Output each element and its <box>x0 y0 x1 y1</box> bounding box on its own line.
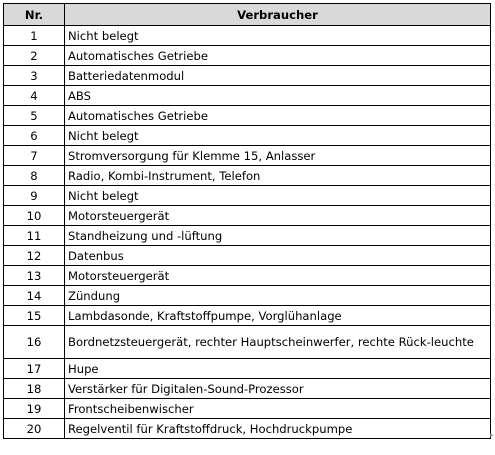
fuse-number-cell: 18 <box>4 379 65 399</box>
consumer-cell: Hupe <box>65 359 491 379</box>
fuse-number-cell: 15 <box>4 306 65 326</box>
table-row <box>4 86 491 106</box>
table-row <box>4 399 491 419</box>
fuse-number-cell: 17 <box>4 359 65 379</box>
fuse-number-cell: 9 <box>4 186 65 206</box>
consumer-cell: Zündung <box>65 286 491 306</box>
fuse-number-cell: 12 <box>4 246 65 266</box>
fuse-number-cell: 20 <box>4 419 65 439</box>
consumer-cell: Regelventil für Kraftstoffdruck, Hochdruckpumpe <box>65 419 491 439</box>
table-row <box>4 246 491 266</box>
table-row <box>4 146 491 166</box>
table-body <box>4 26 491 439</box>
table-row <box>4 166 491 186</box>
fuse-number-cell: 19 <box>4 399 65 419</box>
fuse-number-cell: 1 <box>4 26 65 46</box>
table-row <box>4 326 491 359</box>
consumer-cell: Verstärker für Digitalen-Sound-Prozessor <box>65 379 491 399</box>
table-row <box>4 226 491 246</box>
consumer-cell: Bordnetzsteuergerät, rechter Hauptscheinwerfer, rechte Rück-leuchte <box>65 326 491 359</box>
consumer-cell: Frontscheibenwischer <box>65 399 491 419</box>
table-row <box>4 126 491 146</box>
consumer-cell: Batteriedatenmodul <box>65 66 491 86</box>
fuse-number-cell: 11 <box>4 226 65 246</box>
consumer-cell: Motorsteuergerät <box>65 206 491 226</box>
fuse-number-cell: 4 <box>4 86 65 106</box>
table-row <box>4 379 491 399</box>
consumer-cell: Lambdasonde, Kraftstoffpumpe, Vorglühanlage <box>65 306 491 326</box>
fuse-number-cell: 7 <box>4 146 65 166</box>
consumer-cell: Stromversorgung für Klemme 15, Anlasser <box>65 146 491 166</box>
consumer-cell: Nicht belegt <box>65 186 491 206</box>
consumer-cell: Radio, Kombi-Instrument, Telefon <box>65 166 491 186</box>
fuse-number-cell: 5 <box>4 106 65 126</box>
table-row <box>4 46 491 66</box>
fuse-number-cell: 14 <box>4 286 65 306</box>
consumer-cell: Automatisches Getriebe <box>65 106 491 126</box>
consumer-cell: ABS <box>65 86 491 106</box>
table-row <box>4 206 491 226</box>
table-row <box>4 306 491 326</box>
fuse-number-cell: 2 <box>4 46 65 66</box>
consumer-cell: Automatisches Getriebe <box>65 46 491 66</box>
fuse-number-cell: 10 <box>4 206 65 226</box>
table-row <box>4 266 491 286</box>
column-header-verbraucher: Verbraucher <box>65 4 491 26</box>
consumer-cell: Standheizung und -lüftung <box>65 226 491 246</box>
fuse-number-cell: 16 <box>4 326 65 359</box>
consumer-cell: Motorsteuergerät <box>65 266 491 286</box>
fuse-number-cell: 13 <box>4 266 65 286</box>
table-row <box>4 359 491 379</box>
consumer-cell: Datenbus <box>65 246 491 266</box>
consumer-cell: Nicht belegt <box>65 126 491 146</box>
table-header-row <box>4 4 491 26</box>
table-row <box>4 26 491 46</box>
table-row <box>4 186 491 206</box>
fuse-number-cell: 6 <box>4 126 65 146</box>
fuse-assignment-table <box>3 3 491 439</box>
consumer-cell: Nicht belegt <box>65 26 491 46</box>
fuse-number-cell: 8 <box>4 166 65 186</box>
column-header-nr: Nr. <box>4 4 65 26</box>
table-row <box>4 66 491 86</box>
page-edge-mark-icon: ▸ <box>490 431 494 439</box>
table-row <box>4 106 491 126</box>
table-row <box>4 286 491 306</box>
table-row <box>4 419 491 439</box>
fuse-number-cell: 3 <box>4 66 65 86</box>
